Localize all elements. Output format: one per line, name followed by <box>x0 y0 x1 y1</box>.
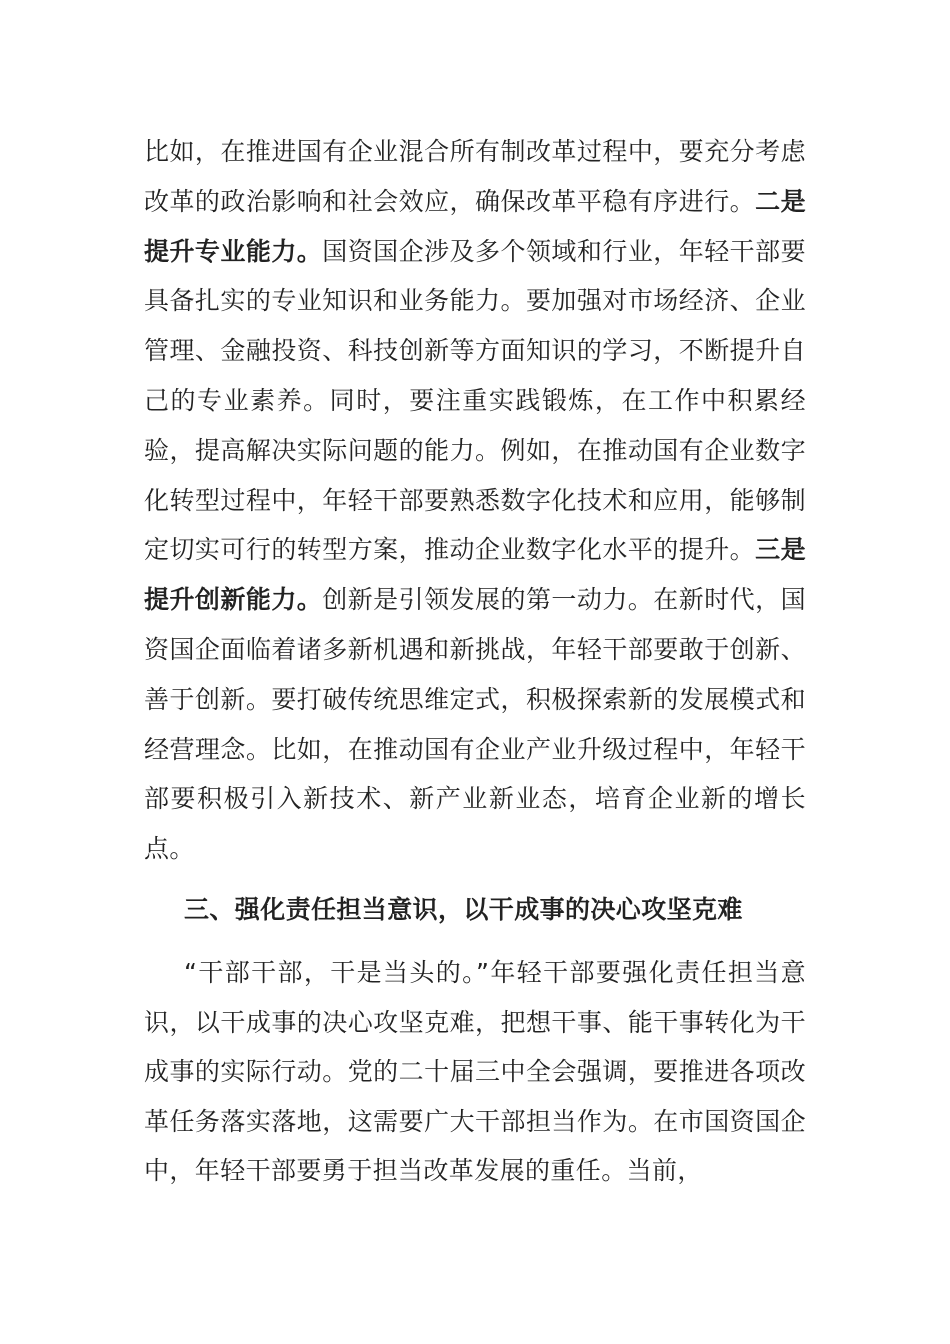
paragraph-1-text-2: 国资国企涉及多个领域和行业，年轻干部要具备扎实的专业知识和业务能力。要加强对市场经济、企业管理、金融投资、科技创新等方面知识的学习，不断提升自己的专业素养。同时，要注重实践锻炼，在工作中积累经验，提高解决实际问题的能力。例如，在推动国有企业数字化转型过程中，年轻干部要熟悉数字化技术和应用，能够制定切实可行的转型方案，推动企业数字化水平的提升。 <box>144 236 806 565</box>
body-paragraph-1 <box>144 127 806 874</box>
section-heading-3: 三、强化责任担当意识，以干成事的决心攻坚克难 <box>184 895 743 924</box>
body-paragraph-2: “干部干部，干是当头的。”年轻干部要强化责任担当意识，以干成事的决心攻坚克难，把想干事、能干事转化为干成事的实际行动。党的二十届三中全会强调，要推进各项改革任务落实落地，这需要广大干部担当作为。在市国资国企中，年轻干部要勇于担当改革发展的重任。当前， <box>144 958 806 1186</box>
paragraph-1-text-3: 创新是引领发展的第一动力。在新时代，国资国企面临着诸多新机遇和新挑战，年轻干部要敢于创新、善于创新。要打破传统思维定式，积极探索新的发展模式和经营理念。比如，在推动国有企业产业升级过程中，年轻干部要积极引入新技术、新产业新业态，培育企业新的增长点。 <box>144 585 806 864</box>
point-two-heading: 二是提升专业能力。 <box>144 186 806 266</box>
paragraph-1-text-1: 比如，在推进国有企业混合所有制改革过程中，要充分考虑改革的政治影响和社会效应，确保改革平稳有序进行。 <box>144 137 806 216</box>
point-three-heading: 三是提升创新能力。 <box>144 535 806 615</box>
